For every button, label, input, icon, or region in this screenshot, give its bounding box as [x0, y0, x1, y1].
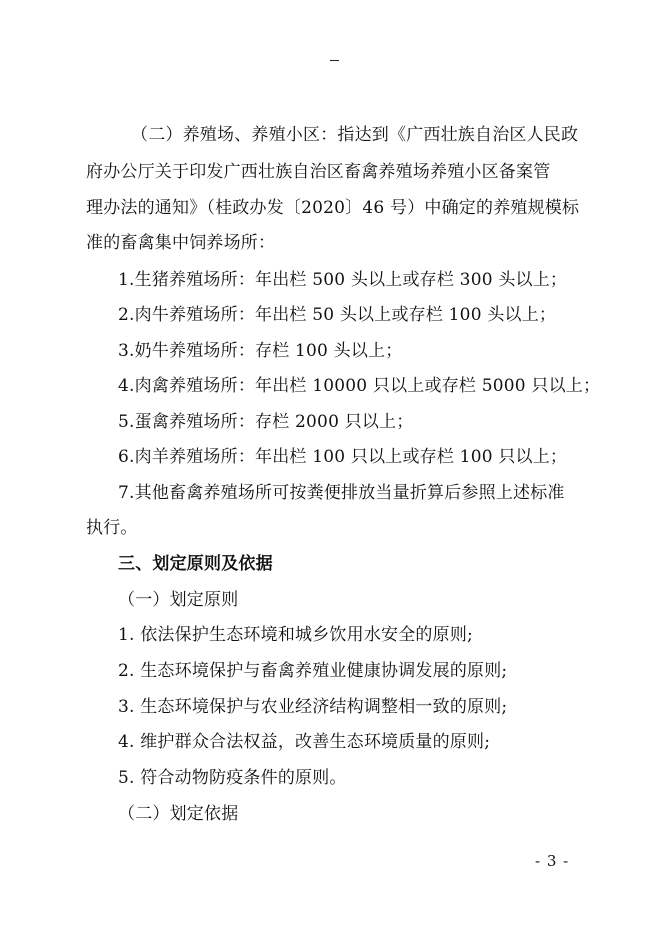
sub-heading: （一）划定原则 — [118, 590, 239, 610]
paragraph-line: 府办公厅关于印发广西壮族自治区畜禽养殖场养殖小区备案管 — [86, 162, 551, 182]
principle-item: 5. 符合动物防疫条件的原则。 — [118, 768, 347, 788]
list-item: 6.肉羊养殖场所：年出栏 100 只以上或存栏 100 只以上； — [118, 447, 568, 467]
paragraph-line: 准的畜禽集中饲养场所： — [86, 233, 276, 253]
principle-item: 1. 依法保护生态环境和城乡饮用水安全的原则; — [118, 625, 473, 645]
sub-heading: （二）划定依据 — [118, 804, 239, 824]
list-item: 5.蛋禽养殖场所：存栏 2000 只以上； — [118, 412, 414, 432]
header-mark — [330, 60, 339, 61]
list-item: 1.生猪养殖场所：年出栏 500 头以上或存栏 300 头以上； — [118, 270, 568, 290]
principle-item: 4. 维护群众合法权益，改善生态环境质量的原则; — [118, 732, 491, 752]
page-number: - 3 - — [535, 852, 570, 870]
paragraph-line: 理办法的通知》（桂政办发〔2020〕46 号）中确定的养殖规模标 — [86, 198, 580, 218]
list-item: 7.其他畜禽养殖场所可按粪便排放当量折算后参照上述标准 — [118, 483, 565, 503]
paragraph-line: （二）养殖场、养殖小区：指达到《广西壮族自治区人民政 — [131, 125, 579, 145]
principle-item: 3. 生态环境保护与农业经济结构调整相一致的原则; — [118, 697, 508, 717]
list-item: 3.奶牛养殖场所：存栏 100 头以上； — [118, 341, 403, 361]
section-heading: 三、划定原则及依据 — [118, 554, 273, 574]
list-item: 4.肉禽养殖场所：年出栏 10000 只以上或存栏 5000 只以上； — [118, 376, 601, 396]
principle-item: 2. 生态环境保护与畜禽养殖业健康协调发展的原则; — [118, 661, 508, 681]
list-item: 执行。 — [86, 518, 138, 538]
list-item: 2.肉牛养殖场所：年出栏 50 头以上或存栏 100 头以上； — [118, 305, 557, 325]
